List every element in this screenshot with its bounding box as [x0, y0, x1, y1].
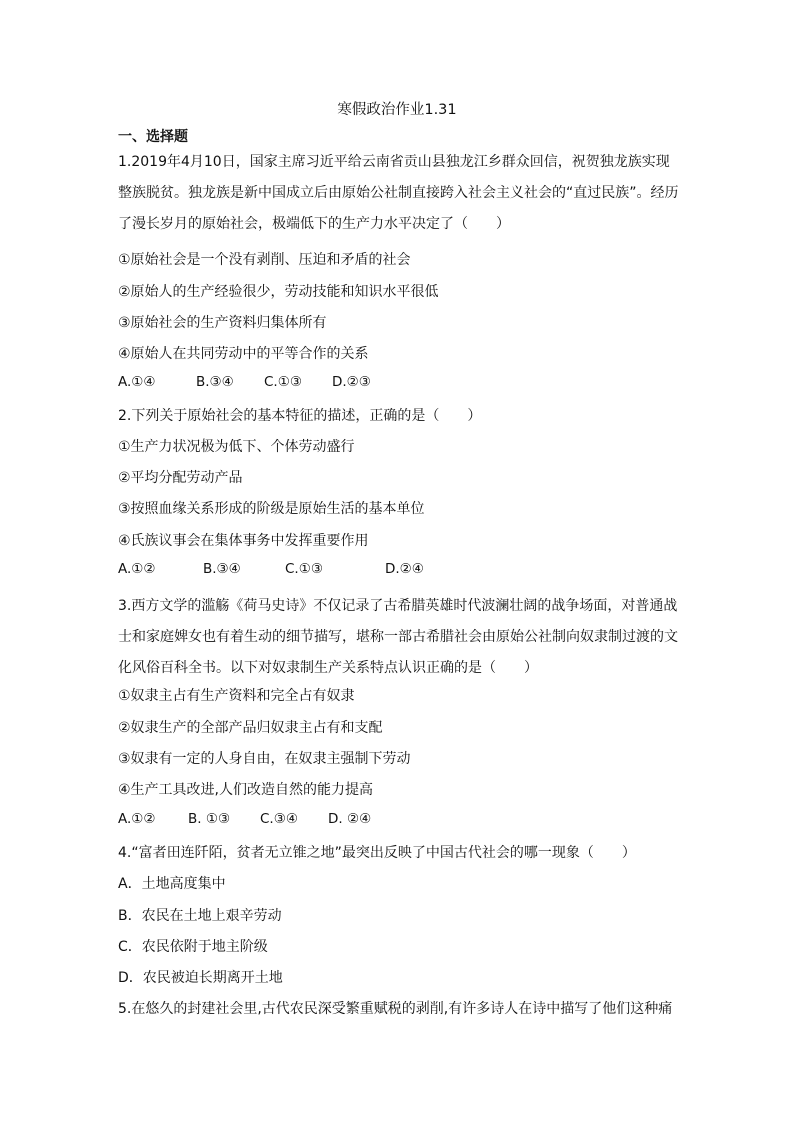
question-1-item-3: ③原始社会的生产资料归集体所有 [118, 315, 327, 331]
question-1-item-2: ②原始人的生产经验很少，劳动技能和知识水平很低 [118, 284, 439, 300]
option-c: C.①③ [264, 374, 302, 390]
question-2-item-3: ③按照血缘关系形成的阶级是原始生活的基本单位 [118, 501, 425, 517]
option-b: B.③④ [196, 374, 234, 390]
question-3-item-3: ③奴隶有一定的人身自由，在奴隶主强制下劳动 [118, 751, 411, 767]
question-1-stem: 1.2019年4月10日，国家主席习近平给云南省贡山县独龙江乡群众回信，祝贺独龙族实现整族脱贫。独龙族是新中国成立后由原始公社制直接跨入社会主义社会的“直过民族”。经历了漫长岁月的原始社会，极端低下的生产力水平决定了（ ） [118, 154, 679, 232]
question-2-item-2: ②平均分配劳动产品 [118, 470, 243, 486]
option-a: A.①② [118, 561, 156, 577]
question-3-item-4: ④生产工具改进,人们改造自然的能力提高 [118, 782, 373, 798]
question-3-item-1: ①奴隶主占有生产资料和完全占有奴隶 [118, 688, 355, 704]
option-a: A.①② [118, 811, 156, 827]
option-c: C.①③ [285, 561, 323, 577]
question-4-option-b: B．农民在土地上艰辛劳动 [118, 908, 282, 924]
question-1-options [118, 374, 371, 390]
question-2-item-1: ①生产力状况极为低下、个体劳动盛行 [118, 439, 355, 455]
question-3-item-2: ②奴隶生产的全部产品归奴隶主占有和支配 [118, 720, 383, 736]
page-title: 寒假政治作业1.31 [337, 102, 457, 118]
option-b: B. ①③ [188, 811, 231, 827]
question-3-stem: 3.西方文学的滥觞《荷马史诗》不仅记录了古希腊英雄时代波澜壮阔的战争场面，对普通战士和家庭婢女也有着生动的细节描写，堪称一部古希腊社会由原始公社制向奴隶制过渡的文化风俗百科全书。以下对奴隶制生产关系特点认识正确的是（ ） [118, 598, 678, 676]
question-3-options [118, 811, 371, 827]
option-d: D. ②④ [328, 811, 372, 827]
question-4-option-a: A．土地高度集中 [118, 876, 226, 892]
option-d: D.②③ [332, 374, 371, 390]
question-2-options [118, 561, 424, 577]
option-b: B.③④ [203, 561, 241, 577]
option-c: C.③④ [260, 811, 298, 827]
question-5-stem: 5.在悠久的封建社会里,古代农民深受繁重赋税的剥削,有许多诗人在诗中描写了他们这种痛 [118, 1001, 673, 1017]
option-d: D.②④ [385, 561, 424, 577]
question-2-item-4: ④氏族议事会在集体事务中发挥重要作用 [118, 533, 369, 549]
question-4-stem: 4.“富者田连阡陌，贫者无立锥之地”最突出反映了中国古代社会的哪一现象（ ） [118, 845, 636, 861]
question-4-option-d: D．农民被迫长期离开土地 [118, 970, 283, 986]
section-heading: 一、选择题 [118, 129, 188, 145]
question-2-stem: 2.下列关于原始社会的基本特征的描述，正确的是（ ） [118, 408, 482, 424]
question-1-item-4: ④原始人在共同劳动中的平等合作的关系 [118, 346, 369, 362]
question-1-item-1: ①原始社会是一个没有剥削、压迫和矛盾的社会 [118, 252, 411, 268]
question-4-option-c: C．农民依附于地主阶级 [118, 939, 268, 955]
option-a: A.①④ [118, 374, 156, 390]
